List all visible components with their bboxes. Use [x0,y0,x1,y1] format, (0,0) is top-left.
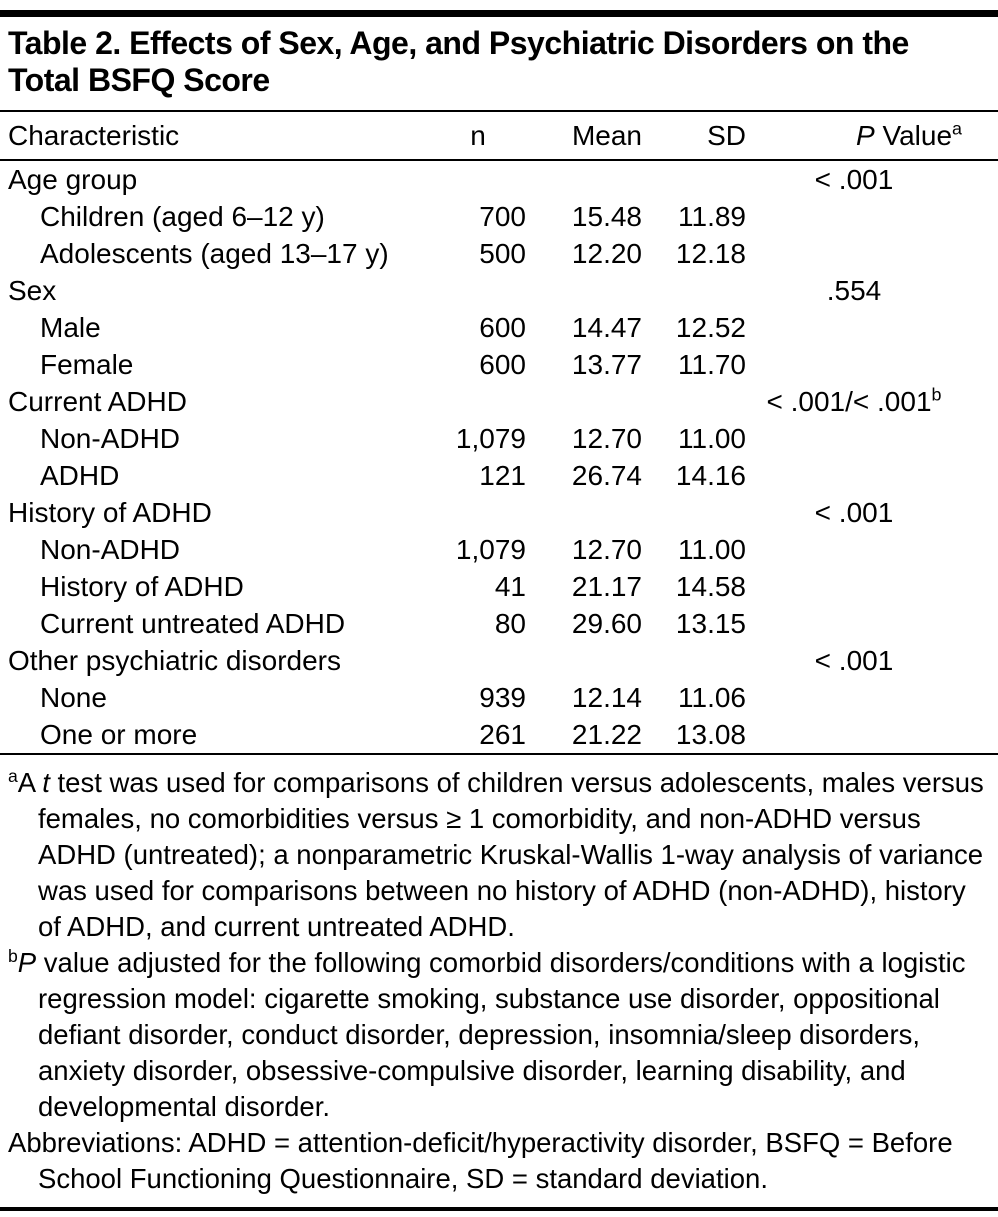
cell-p-value [746,161,962,198]
cell-p-value [746,642,962,679]
top-rule [0,10,998,17]
col-header-n: n [470,119,486,151]
cell-sd: 11.06 [678,681,746,713]
cell-mean: 15.48 [571,200,642,232]
footnote [8,945,986,1125]
p-value-header-rest: Value [874,119,953,151]
table-row [8,346,962,383]
row-label: Adolescents (aged 13–17 y) [40,237,389,269]
row-label: Current ADHD [8,385,187,417]
cell-n: 700 [479,200,526,232]
table-body [0,161,998,753]
cell-p-value [746,494,962,531]
cell-n: 41 [494,570,526,602]
row-label: Non-ADHD [40,533,181,565]
footnote [8,765,986,945]
cell-mean: 21.17 [571,570,642,602]
row-label: History of ADHD [8,496,212,528]
col-header-sd: SD [707,119,746,151]
cell-p-value [746,272,962,309]
row-label: Non-ADHD [40,422,181,454]
cell-n: 600 [479,348,526,380]
cell-n: 121 [479,459,526,491]
row-label: Other psychiatric disorders [8,644,342,676]
cell-sd: 11.00 [678,422,746,454]
table-title: Table 2. Effects of Sex, Age, and Psychiatric Disorders on the Total BSFQ Score [8,25,909,99]
cell-mean: 12.70 [571,533,642,565]
p-value-text: < .001/< .001 [766,385,932,417]
cell-mean: 26.74 [571,459,642,491]
row-label: ADHD [40,459,120,491]
cell-mean: 13.77 [571,348,642,380]
cell-n: 80 [494,607,526,639]
row-label: Age group [8,163,138,195]
col-header-p-value [746,112,962,159]
footnote-text: value adjusted for the following comorbid disorders/conditions with a logistic regression model: cigarette smoking, substance use disorder, oppositional defiant disorder, conduct disorder, depression, insomnia/sleep disorders, anxiety disorder, obsessive-compulsive disorder, learning disability, and developmental disorder. [36,946,966,1122]
cell-n: 1,079 [455,422,526,454]
row-label: None [40,681,107,713]
col-header-mean: Mean [571,119,642,151]
bottom-rule [0,1207,998,1211]
table-row [8,161,962,198]
row-label: Sex [8,274,57,306]
cell-sd: 14.58 [675,570,746,602]
col-header-characteristic: Characteristic [8,119,180,151]
cell-sd: 11.70 [678,348,746,380]
table-row [8,679,962,716]
p-value-text: .554 [826,274,882,306]
row-label: Female [40,348,134,380]
p-value-header-superscript: a [952,118,962,139]
table-row [8,420,962,457]
table-row [8,531,962,568]
row-label: One or more [40,718,198,750]
footnote-text: test was used for comparisons of children versus adolescents, males versus females, no comorbidities versus ≥ 1 comorbidity, and non-ADHD versus ADHD (untreated); a nonparametric Kruskal-Wallis 1-way analysis of variance was used for comparisons between no history of ADHD (non-ADHD), history of ADHD, and current untreated ADHD. [38,766,984,942]
cell-mean: 12.70 [571,422,642,454]
cell-n: 261 [479,718,526,750]
footnotes [0,755,998,1207]
cell-sd: 12.18 [675,237,746,269]
cell-n: 600 [479,311,526,343]
table-header-row [8,112,962,159]
row-label: History of ADHD [40,570,244,602]
cell-mean: 12.14 [571,681,642,713]
table-row [8,457,962,494]
cell-sd: 14.16 [675,459,746,491]
footnote-text: Abbreviations: ADHD = attention-deficit/hyperactivity disorder, BSFQ = Before School Functioning Questionnaire, SD = standard deviation. [8,1126,953,1194]
cell-n: 939 [479,681,526,713]
footnote-text: t [42,766,50,798]
cell-sd: 13.15 [675,607,746,639]
footnote [8,1125,986,1197]
footnote-marker: b [8,945,18,966]
row-label: Current untreated ADHD [40,607,346,639]
table-row [8,605,962,642]
footnote-text: A [17,766,43,798]
cell-sd: 11.00 [678,533,746,565]
cell-p-value [746,383,962,420]
table-row [8,198,962,235]
cell-mean: 21.22 [571,718,642,750]
row-label: Children (aged 6–12 y) [40,200,325,232]
p-value-text: < .001 [814,496,894,528]
footnote-marker: a [8,765,18,786]
table-row [8,568,962,605]
cell-mean: 12.20 [571,237,642,269]
cell-n: 500 [479,237,526,269]
table-row [8,272,962,309]
table-row [8,642,962,679]
bsfq-table [0,112,998,159]
cell-sd: 12.52 [675,311,746,343]
p-value-text: < .001 [814,644,894,676]
table-row [8,309,962,346]
p-value-superscript: b [931,384,942,405]
table-row [8,235,962,272]
cell-n: 1,079 [455,533,526,565]
p-value-header-italic: P [856,119,875,151]
cell-mean: 14.47 [571,311,642,343]
cell-sd: 11.89 [678,200,746,232]
table-row [8,716,962,753]
cell-mean: 29.60 [571,607,642,639]
row-label: Male [40,311,101,343]
table-row [8,494,962,531]
table-row [8,383,962,420]
cell-sd: 13.08 [675,718,746,750]
p-value-text: < .001 [814,163,894,195]
footnote-text: P [17,946,37,978]
